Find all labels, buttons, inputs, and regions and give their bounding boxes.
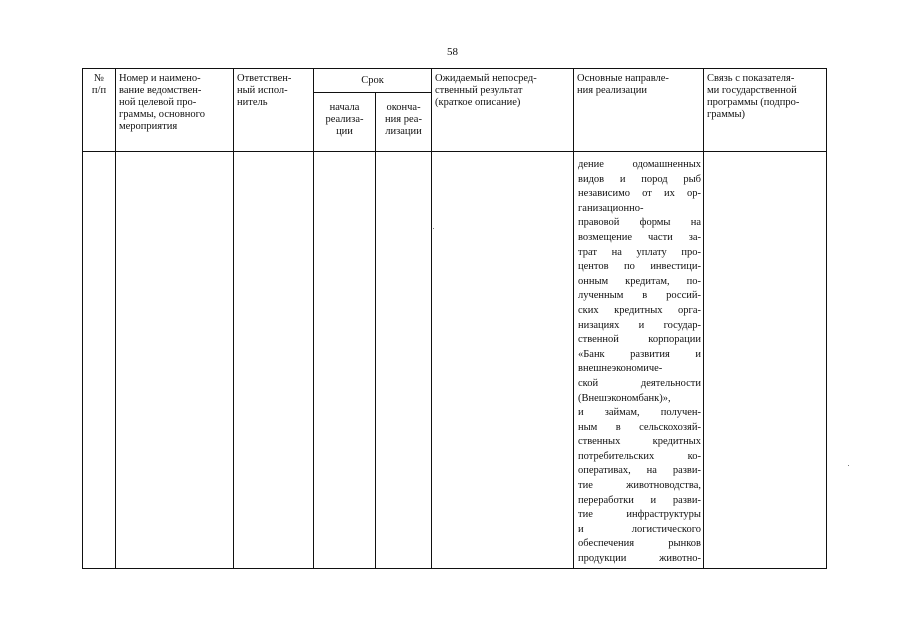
directions-line: оперативах, на разви- <box>578 465 701 477</box>
page-number: 58 <box>447 46 458 58</box>
scan-speck <box>848 465 849 466</box>
directions-line: лученным в россий- <box>578 290 701 302</box>
directions-line: возмещение части за- <box>578 231 701 243</box>
directions-line: продукции животно- <box>578 553 701 565</box>
directions-line: тие инфраструктуры <box>578 509 701 521</box>
directions-line: правовой формы на <box>578 217 701 229</box>
directions-line: и логистического <box>578 523 701 535</box>
directions-line: ских кредитных орга- <box>578 304 701 316</box>
directions-line: потребительских ко- <box>578 450 701 462</box>
directions-line: и займам, получен- <box>578 407 701 419</box>
scan-speck <box>433 228 434 229</box>
directions-line: ской деятельности <box>578 377 701 389</box>
directions-line: ганизационно- <box>578 202 644 214</box>
directions-line: онным кредитам, по- <box>578 275 701 287</box>
directions-line: независимо от их ор- <box>578 188 701 200</box>
directions-line: «Банк развития и <box>578 348 701 360</box>
header-executor: Ответствен- ный испол- нитель <box>237 73 292 108</box>
directions-line: ственной корпорации <box>578 334 701 346</box>
header-link: Связь с показателя- ми государственной программы (подпро- граммы) <box>707 73 800 120</box>
directions-cell <box>578 158 701 567</box>
directions-line: обеспечения рынков <box>578 538 701 550</box>
header-program: Номер и наимено- вание ведомствен- ной целевой про- граммы, основного мероприятия <box>119 73 205 132</box>
directions-line: трат на уплату про- <box>578 246 701 258</box>
header-directions: Основные направле- ния реализации <box>577 73 669 96</box>
directions-line: ственных кредитных <box>578 436 701 448</box>
directions-line: видов и пород рыб <box>578 173 701 185</box>
header-term-end: оконча- ния реа- лизации <box>385 102 422 137</box>
directions-line: ным в сельскохозяй- <box>578 421 701 433</box>
directions-line: (Внешэкономбанк)», <box>578 392 671 404</box>
header-result: Ожидаемый непосред- ственный результат (краткое описание) <box>435 73 537 108</box>
header-term-start: начала реализа- ции <box>325 102 364 137</box>
directions-line: дение одомашненных <box>578 159 701 170</box>
directions-line: центов по инвестици- <box>578 261 701 273</box>
header-term: Срок <box>361 75 384 86</box>
directions-line: переработки и разви- <box>578 494 701 506</box>
directions-line: тие животноводства, <box>578 480 701 492</box>
directions-line: внешнеэкономиче- <box>578 363 663 375</box>
header-num: № п/п <box>91 73 107 96</box>
directions-line: низациях и государ- <box>578 319 701 331</box>
